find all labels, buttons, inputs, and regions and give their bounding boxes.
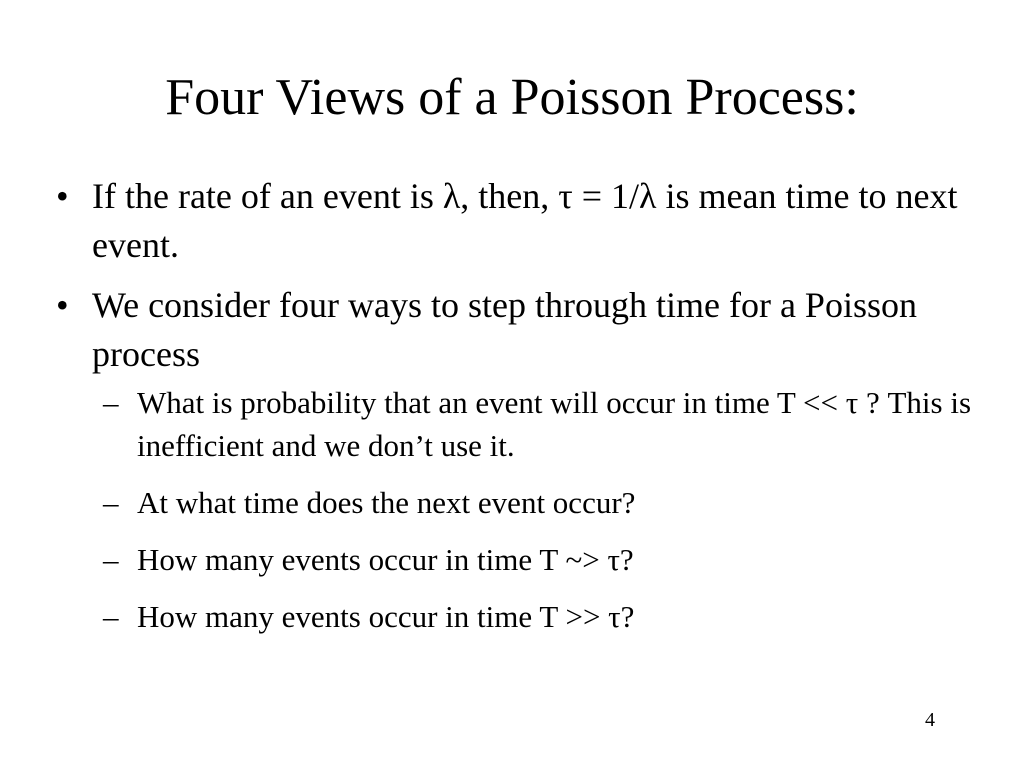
bullet-text: If the rate of an event is λ, then, τ = 1/λ is mean time to next event. <box>92 176 958 265</box>
bullet-text: We consider four ways to step through time for a Poisson process <box>92 285 917 374</box>
sub-bullet-text: What is probability that an event will occur in time T << τ ? This is inefficient and we don’t use it. <box>137 385 972 463</box>
sub-bullet-item <box>92 538 982 581</box>
sub-bullet-text: At what time does the next event occur? <box>137 485 636 520</box>
bullet-icon: • <box>56 285 69 325</box>
sub-bullet-item <box>92 481 982 524</box>
dash-icon: – <box>103 542 119 577</box>
dash-icon: – <box>103 485 119 520</box>
bullet-icon: • <box>56 176 69 216</box>
bullet-item-rate <box>52 172 982 270</box>
sub-bullet-text: How many events occur in time T ~> τ? <box>137 542 634 577</box>
sub-bullet-item <box>92 595 982 638</box>
sub-bullet-item <box>92 381 982 467</box>
sub-bullet-list <box>92 381 982 638</box>
dash-icon: – <box>103 599 119 634</box>
slide-title: Four Views of a Poisson Process: <box>165 69 859 126</box>
dash-icon: – <box>103 385 119 420</box>
page-number: 4 <box>925 709 935 731</box>
bullet-list <box>52 172 982 652</box>
sub-bullet-text: How many events occur in time T >> τ? <box>137 599 635 634</box>
bullet-item-four-ways <box>52 281 982 638</box>
